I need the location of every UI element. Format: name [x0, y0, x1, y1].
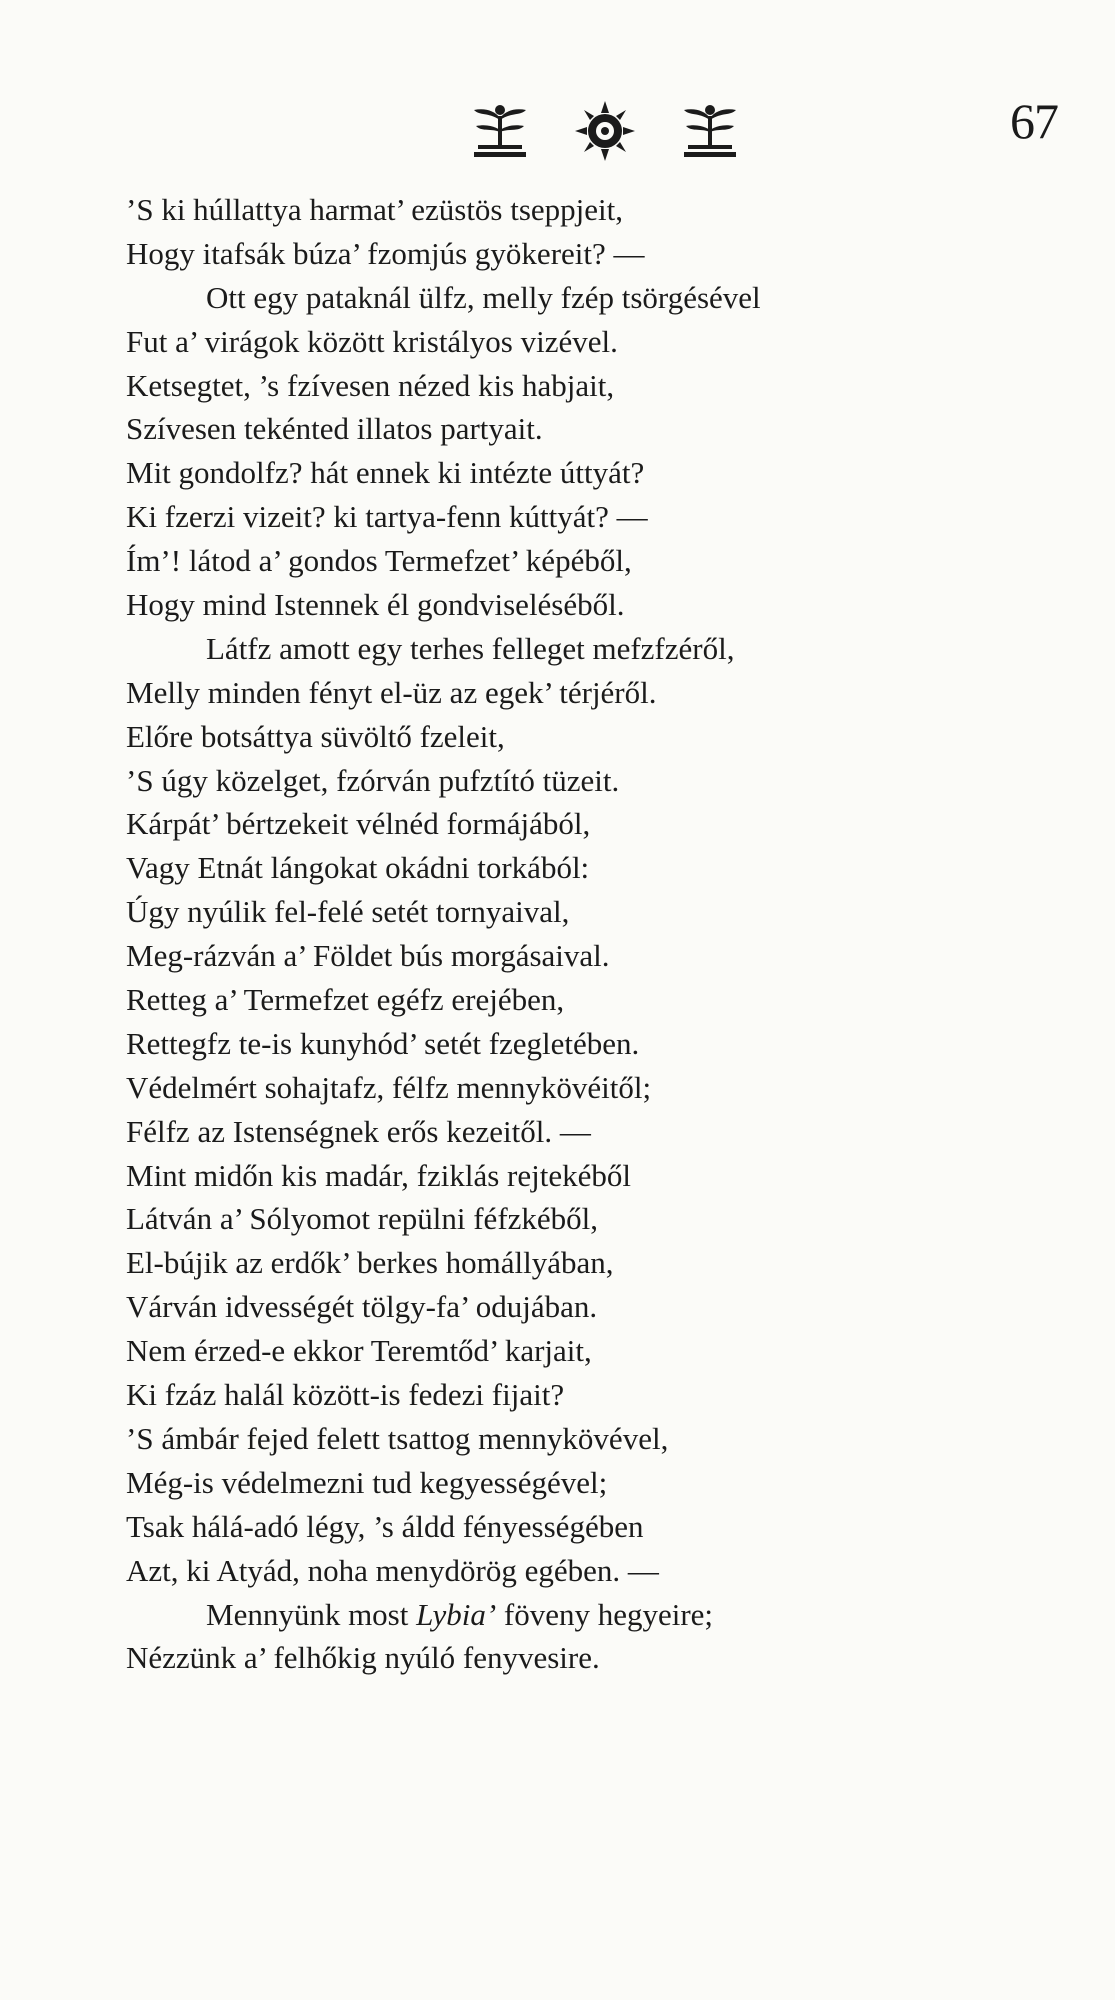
line-text: föveny hegyeire; [496, 1596, 714, 1632]
poem-line: Retteg a’ Termefzet egéfz erejében, [126, 982, 565, 1018]
poem-line: Azt, ki Atyád, noha menydörög egében. — [126, 1552, 659, 1588]
poem-line: Hogy itafsák búza’ fzomjús gyökereit? — [126, 235, 645, 271]
poem-text [126, 188, 1086, 1680]
poem-line: Ki fzerzi vizeit? ki tartya-fenn kúttyát? — [126, 499, 648, 535]
sun-ornament-icon [575, 101, 635, 161]
line-text: Mennyünk most [206, 1596, 417, 1632]
poem-line: Mit gondolfz? hát ennek ki intézte úttyát? [126, 455, 645, 491]
poem-line: Ketsegtet, ’s fzívesen nézed kis habjait, [126, 367, 615, 403]
poem-line: Úgy nyúlik fel-felé setét tornyaival, [126, 894, 570, 930]
poem-line: ’S ámbár fejed felett tsattog mennykövével, [126, 1420, 669, 1456]
poem-line: Várván idvességét tölgy-fa’ odujában. [126, 1289, 598, 1325]
poem-line: Tsak hálá-adó légy, ’s áldd fényességében [126, 1508, 644, 1544]
poem-line: ’S úgy közelget, fzórván pufztító tüzeit. [126, 762, 620, 798]
poem-line: ’S ki húllattya harmat’ ezüstös tseppjeit, [126, 192, 624, 227]
poem-line: Ott egy pataknál ülfz, melly fzép tsörgésével [206, 279, 761, 315]
poem-line: Nézzünk a’ felhőkig nyúló fenyvesire. [126, 1640, 600, 1676]
poem-line: Ki fzáz halál között-is fedezi fijait? [126, 1377, 565, 1413]
poem-line: Melly minden fényt el-üz az egek’ térjéről. [126, 674, 657, 710]
poem-line: Látfz amott egy terhes felleget mefzfzéről, [206, 630, 735, 666]
poem-line: Látván a’ Sólyomot repülni féfzkéből, [126, 1201, 599, 1237]
poem-line [126, 1593, 1086, 1637]
poem-line: Fut a’ virágok között kristályos vizével. [126, 323, 618, 359]
poem-line: Védelmért sohajtafz, félfz mennykövéitől; [126, 1069, 652, 1105]
poem-line: Kárpát’ bértzekeit vélnéd formájából, [126, 806, 591, 842]
poem-line: Még-is védelmezni tud kegyességével; [126, 1464, 608, 1500]
poem-line: Nem érzed-e ekkor Teremtőd’ karjait, [126, 1333, 592, 1369]
poem-line: Rettegfz te-is kunyhód’ setét fzegletében. [126, 1025, 640, 1061]
poem-line: Ím’! látod a’ gondos Termefzet’ képéből, [126, 543, 632, 579]
poem-line: Mint midőn kis madár, fziklás rejtekéből [126, 1157, 631, 1193]
plant-ornament-icon [680, 102, 740, 160]
poem-line: El-bújik az erdők’ berkes homállyában, [126, 1245, 614, 1281]
plant-ornament-icon [470, 102, 530, 160]
poem-line: Előre botsáttya süvöltő fzeleit, [126, 718, 505, 754]
poem-line: Meg-rázván a’ Földet bús morgásaival. [126, 938, 610, 974]
poem-line: Félfz az Istenségnek erős kezeitől. — [126, 1113, 591, 1149]
italic-place-name: Lybia’ [416, 1596, 497, 1632]
poem-line: Szívesen tekénted illatos partyait. [126, 411, 543, 447]
poem-line: Hogy mind Istennek él gondviseléséből. [126, 587, 625, 623]
header-ornament [470, 100, 740, 162]
page-number: 67 [1010, 93, 1058, 149]
poem-line: Vagy Etnát lángokat okádni torkából: [126, 850, 590, 886]
